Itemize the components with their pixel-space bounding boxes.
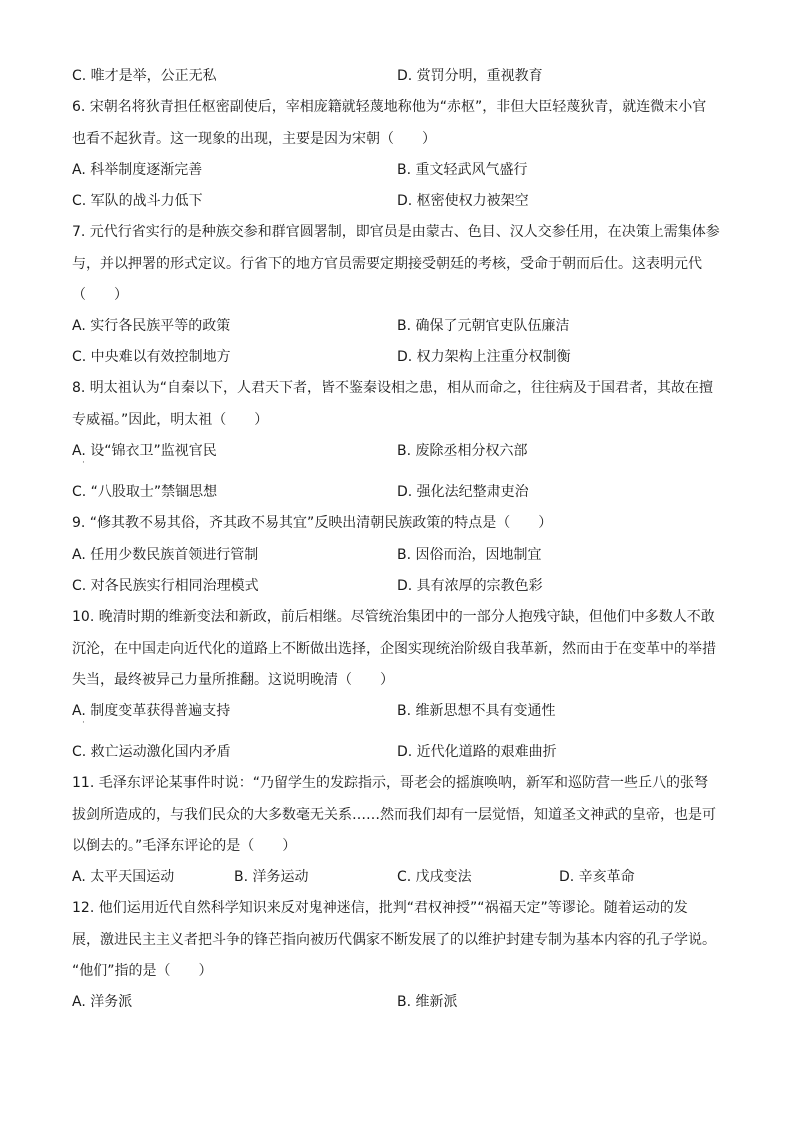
q7-stem-line-3: （ ） [72, 287, 128, 303]
q12-option-a[interactable]: A. 洋务派 [72, 994, 133, 1010]
q8-stem-line-1: 8. 明太祖认为“自秦以下，人君天下者，皆不鉴秦设相之患，相从而命之，往往病及于国君者，其故在擅 [72, 380, 714, 396]
q6-option-a[interactable]: A. 科举制度逐渐完善 [72, 162, 203, 178]
q6-stem-line-1: 6. 宋朝名将狄青担任枢密副使后，宰相庞籍就轻蔑地称他为“赤枢”，非但大臣轻蔑狄青，就连微末小官 [72, 99, 707, 115]
q10-option-d[interactable]: D. 近代化道路的艰难曲折 [397, 744, 557, 760]
q10-stem-line-1: 10. 晚清时期的维新变法和新政，前后相继。尽管统治集团中的一部分人抱残守缺，但他们中多数人不敢 [72, 609, 715, 625]
q11-option-c[interactable]: C. 戊戌变法 [397, 869, 472, 885]
q8-stem-line-2: 专威福。”因此，明太祖（ ） [72, 412, 269, 428]
q10-option-a[interactable]: A. 制度变革获得普遍支持 [72, 703, 231, 719]
q11-option-a[interactable]: A. 太平天国运动 [72, 869, 175, 885]
scan-dot-mark: · [82, 458, 85, 468]
q5-option-d[interactable]: D. 赏罚分明，重视教育 [397, 68, 543, 84]
q10-option-c[interactable]: C. 救亡运动激化国内矛盾 [72, 744, 231, 760]
q6-option-d[interactable]: D. 枢密使权力被架空 [397, 193, 529, 209]
q7-stem-line-2: 与，并以押署的形式定议。行省下的地方官员需要定期接受朝廷的考核，受命于朝而后仕。这表明元代 [72, 256, 702, 272]
q9-options-row-ab [72, 545, 722, 565]
q12-option-b[interactable]: B. 维新派 [397, 994, 458, 1010]
q9-option-b[interactable]: B. 因俗而治，因地制宜 [397, 547, 542, 563]
q7-stem-line-1: 7. 元代行省实行的是种族交参和群官圆署制，即官员是由蒙古、色目、汉人交参任用，在决策上需集体参 [72, 224, 720, 240]
q6-option-c[interactable]: C. 军队的战斗力低下 [72, 193, 203, 209]
q10-options-row-ab [72, 701, 722, 728]
q10-option-b[interactable]: B. 维新思想不具有变通性 [397, 703, 556, 719]
q12-stem-line-3: “他们”指的是（ ） [72, 963, 213, 979]
q9-option-a[interactable]: A. 任用少数民族首领进行管制 [72, 547, 259, 563]
q9-option-d[interactable]: D. 具有浓厚的宗教色彩 [397, 578, 543, 594]
q12-options-row-ab [72, 992, 722, 1012]
q8-option-b[interactable]: B. 废除丞相分权六部 [397, 443, 528, 459]
q6-option-b[interactable]: B. 重文轻武风气盛行 [397, 162, 528, 178]
q10-stem-line-2: 沉沦，在中国走向近代化的道路上不断做出选择，企图实现统治阶级自我革新，然而由于在变革中的举措 [72, 641, 716, 657]
q8-option-d[interactable]: D. 强化法纪整肃吏治 [397, 484, 529, 500]
q7-option-a[interactable]: A. 实行各民族平等的政策 [72, 318, 231, 334]
q7-option-d[interactable]: D. 权力架构上注重分权制衡 [397, 349, 571, 365]
q8-options-row-ab [72, 441, 722, 468]
q6-options-row-ab [72, 160, 722, 180]
q12-stem-line-1: 12. 他们运用近代自然科学知识来反对鬼神迷信，批判“君权神授”“祸福天定”等谬论。随着运动的发 [72, 900, 688, 916]
q7-options-row-cd [72, 347, 722, 367]
q6-options-row-cd [72, 191, 722, 211]
scan-dot-mark: · [82, 718, 85, 728]
q12-stem-line-2: 展，激进民主主义者把斗争的锋芒指向被历代偶家不断发展了的以维护封建专制为基本内容的孔子学说。 [72, 932, 716, 948]
q6-stem-line-2: 也看不起狄青。这一现象的出现，主要是因为宋朝（ ） [72, 131, 436, 147]
q10-options-row-cd [72, 742, 722, 762]
q8-options-row-cd [72, 482, 722, 502]
q8-option-c[interactable]: C. “八股取士”禁锢思想 [72, 484, 218, 500]
q9-options-row-cd [72, 576, 722, 596]
q5-option-c[interactable]: C. 唯才是举，公正无私 [72, 68, 217, 84]
q11-options-row [72, 867, 722, 887]
q11-stem-line-2: 拔剑所造成的，与我们民众的大多数毫无关系……然而我们却有一层觉悟，知道圣文神武的皇帝，也是可 [72, 807, 716, 823]
q11-option-b[interactable]: B. 洋务运动 [234, 869, 309, 885]
q9-option-c[interactable]: C. 对各民族实行相同治理模式 [72, 578, 259, 594]
q8-option-a[interactable]: A. 设“锦衣卫”监视官民 [72, 443, 217, 459]
q11-option-d[interactable]: D. 辛亥革命 [559, 869, 635, 885]
q5-options-row-cd [72, 66, 722, 86]
q7-options-row-ab [72, 316, 722, 336]
q10-stem-line-3: 失当，最终被异己力量所推翻。这说明晚清（ ） [72, 672, 394, 688]
q11-stem-line-1: 11. 毛泽东评论某事件时说：“乃留学生的发踪指示，哥老会的摇旗唤呐，新军和巡防营一些丘八的张弩 [72, 775, 708, 791]
q11-stem-line-3: 以倒去的。”毛泽东评论的是（ ） [72, 838, 297, 854]
q7-option-b[interactable]: B. 确保了元朝官吏队伍廉洁 [397, 318, 570, 334]
q9-stem-line-1: 9. “修其教不易其俗，齐其政不易其宜”反映出清朝民族政策的特点是（ ） [72, 515, 553, 531]
q7-option-c[interactable]: C. 中央难以有效控制地方 [72, 349, 231, 365]
